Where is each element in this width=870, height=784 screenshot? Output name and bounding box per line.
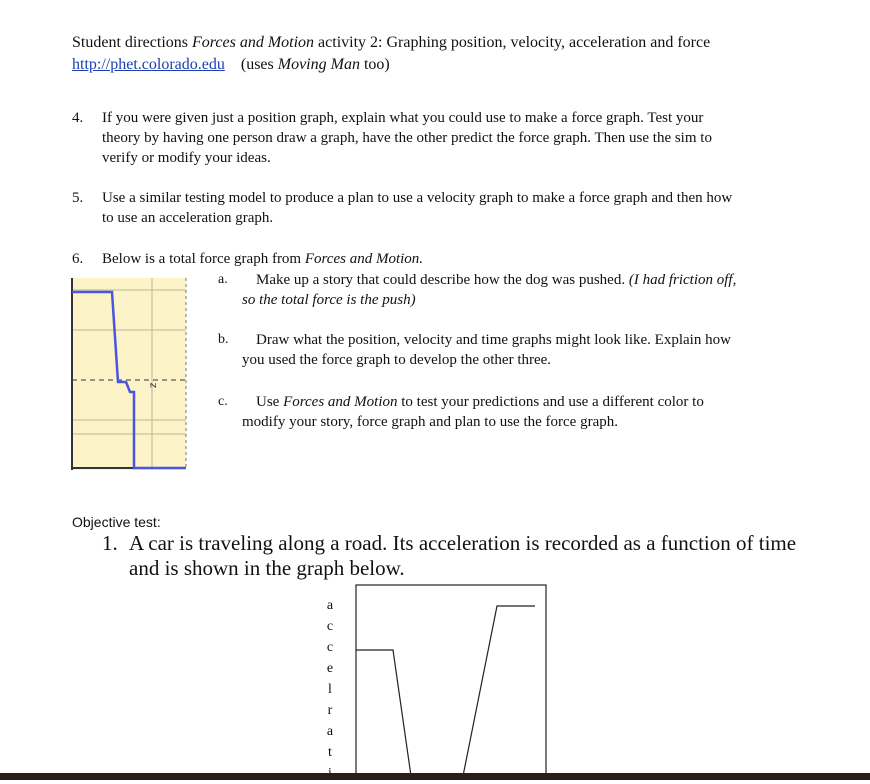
q6c-line-1-italic: Forces and Motion xyxy=(283,394,398,410)
header-title-post: activity 2: Graphing position, velocity, acceleration and force xyxy=(314,34,711,51)
header-title-italic: Forces and Motion xyxy=(191,34,315,51)
q5-line-2: to use an acceleration graph. xyxy=(102,210,274,226)
force-graph-label: z xyxy=(148,382,159,388)
axis-letter: a xyxy=(326,598,334,613)
header-title-pre: Student directions xyxy=(72,34,192,51)
axis-letter: c xyxy=(326,619,334,634)
q6c-line-2: modify your story, force graph and plan to use the force graph. xyxy=(242,414,618,430)
q6a-line-1 xyxy=(256,270,736,290)
q6-number: 6. xyxy=(72,251,84,267)
q5-line-1: Use a similar testing model to produce a plan to use a velocity graph to make a force graph and then how xyxy=(102,190,733,206)
acceleration-axis-label xyxy=(320,595,340,784)
q6c-line-1-post: to test your predictions and use a different color to xyxy=(397,394,704,410)
q6c-line-1-pre: Use xyxy=(256,394,284,410)
q4-line-2: theory by having one person draw a graph, have the other predict the force graph. Then use the sim to xyxy=(102,130,712,146)
q6a-line-1-italic: (I had friction off, xyxy=(628,272,737,288)
axis-letter: a xyxy=(326,724,334,739)
axis-letter: e xyxy=(326,661,334,676)
force-graph-background xyxy=(72,278,186,470)
q6b-line-2: you used the force graph to develop the other three. xyxy=(242,352,552,368)
axis-letter: t xyxy=(328,745,332,760)
objective-line-1: A car is traveling along a road. Its acceleration is recorded as a function of time xyxy=(129,531,797,555)
axis-letter: c xyxy=(326,640,334,655)
q4-number: 4. xyxy=(72,110,84,126)
acceleration-graph xyxy=(355,584,550,776)
axis-letter: l xyxy=(328,682,332,697)
q6-intro-pre: Below is a total force graph from xyxy=(102,251,305,267)
q6b-letter: b. xyxy=(218,332,229,347)
phet-link[interactable]: http://phet.colorado.edu xyxy=(72,56,225,73)
objective-number: 1. xyxy=(102,531,118,555)
q6a-line-2: so the total force is the push) xyxy=(242,292,416,308)
axis-letter: r xyxy=(327,703,333,718)
q6-intro-italic: Forces and Motion. xyxy=(304,251,424,267)
link-suffix-italic: Moving Man xyxy=(277,56,360,73)
q6-intro xyxy=(102,249,423,269)
header-title xyxy=(72,33,710,53)
header-link-line xyxy=(72,55,390,75)
q5-number: 5. xyxy=(72,190,84,206)
q6a-line-1-pre: Make up a story that could describe how the dog was pushed. xyxy=(256,272,629,288)
link-suffix xyxy=(241,56,390,73)
q4-line-1: If you were given just a position graph, explain what you could use to make a force graph. Test your xyxy=(102,110,704,126)
link-suffix-pre: (uses xyxy=(240,56,278,73)
acceleration-graph-frame xyxy=(356,585,546,776)
window-bottom-edge xyxy=(0,773,870,780)
q6b-line-1: Draw what the position, velocity and time graphs might look like. Explain how xyxy=(256,332,731,348)
q6a-letter: a. xyxy=(218,272,228,287)
q6c-letter: c. xyxy=(218,394,228,409)
q6c-line-1 xyxy=(256,392,704,412)
objective-line-2: and is shown in the graph below. xyxy=(129,556,405,580)
link-suffix-post: too) xyxy=(359,56,390,73)
objective-heading: Objective test: xyxy=(72,514,161,530)
force-graph xyxy=(70,276,188,472)
q4-line-3: verify or modify your ideas. xyxy=(102,150,271,166)
